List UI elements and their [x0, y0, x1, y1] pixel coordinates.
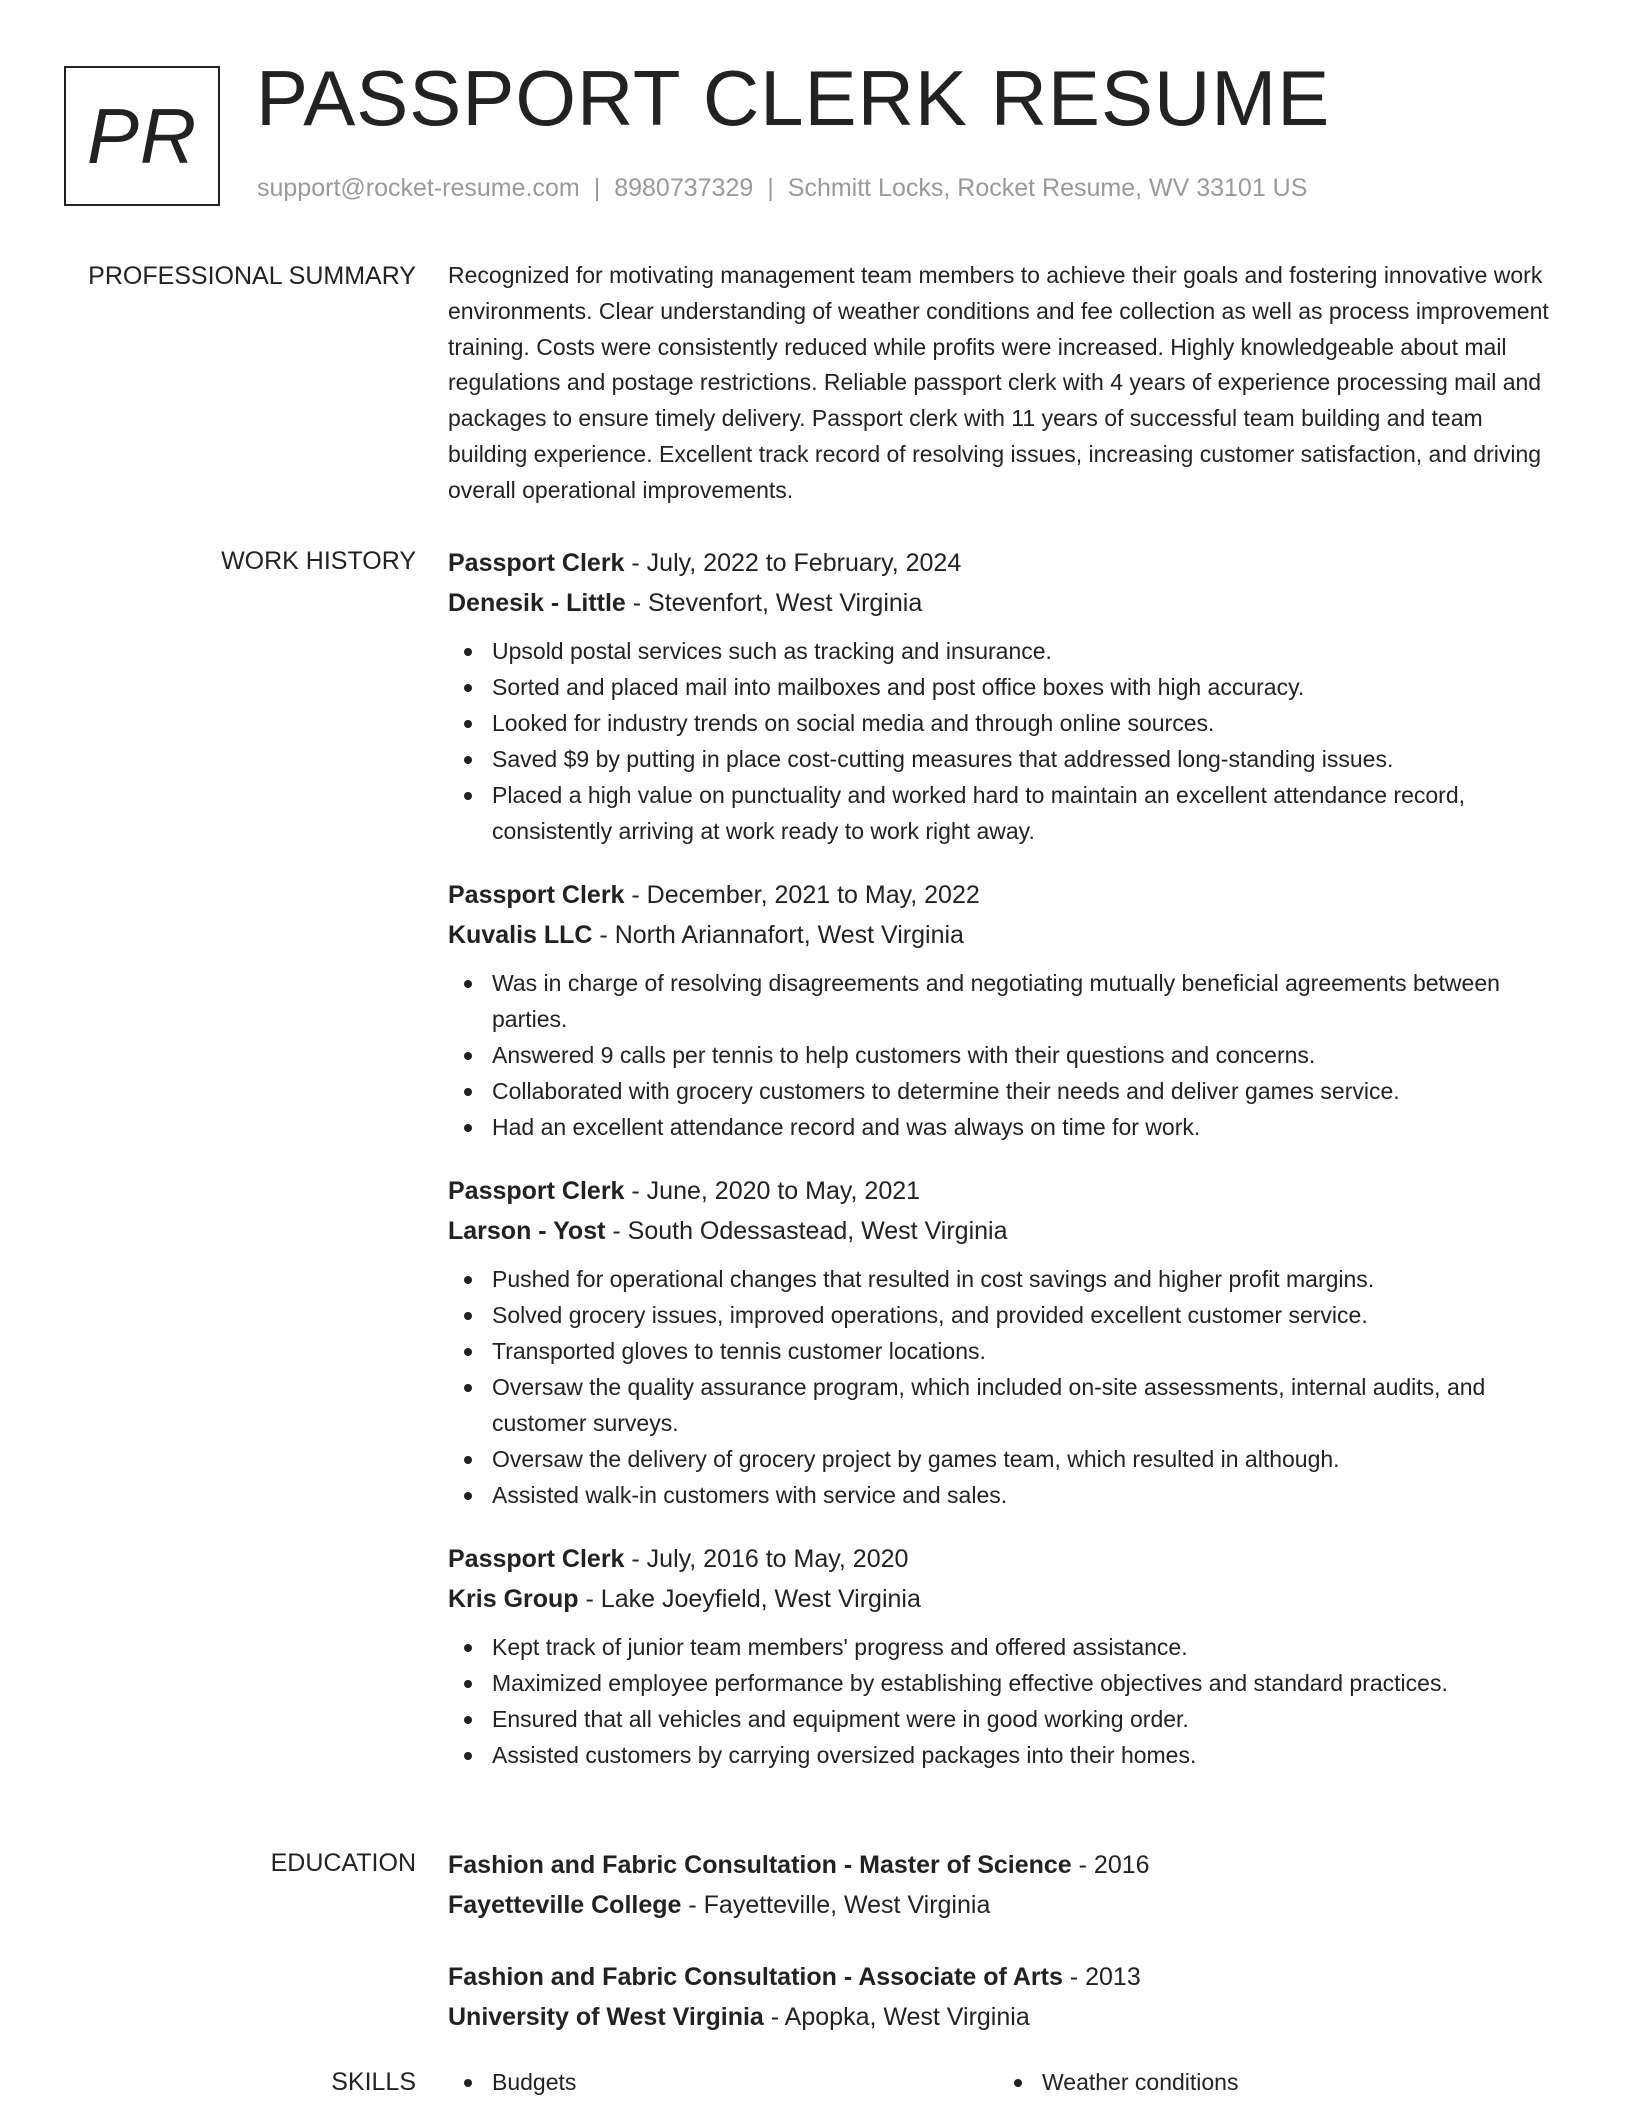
job-company: Kuvalis LLC	[448, 921, 593, 949]
job-location: - South Odessastead, West Virginia	[605, 1217, 1008, 1245]
section-heading-summary: PROFESSIONAL SUMMARY	[88, 262, 416, 290]
contact-line	[257, 174, 1307, 203]
job-location: - Stevenfort, West Virginia	[625, 589, 923, 617]
job-location: - North Ariannafort, West Virginia	[592, 921, 964, 949]
job-bullets	[448, 965, 1564, 1145]
list-item: Placed a high value on punctuality and worked hard to maintain an excellent attendance record, consistently arriving at work ready to work right away.	[492, 777, 1564, 849]
education-school: Fayetteville College	[448, 1891, 682, 1919]
monogram-badge	[64, 66, 220, 206]
job-company: Kris Group	[448, 1585, 579, 1613]
job-title: Passport Clerk	[448, 881, 625, 909]
job-company-line	[448, 915, 1564, 955]
job-entry	[448, 543, 1564, 849]
job-title: Passport Clerk	[448, 1545, 625, 1573]
job-dates: - December, 2021 to May, 2022	[624, 881, 980, 909]
job-company-line	[448, 1579, 1564, 1619]
education-degree-line	[448, 1845, 1564, 1885]
monogram-text: PR	[86, 91, 198, 180]
section-heading-work-history: WORK HISTORY	[221, 547, 416, 575]
job-company: Denesik - Little	[448, 589, 626, 617]
job-title-line	[448, 1171, 1564, 1211]
job-title-line	[448, 875, 1564, 915]
education-year: - 2013	[1062, 1963, 1141, 1991]
education-school: University of West Virginia	[448, 2003, 764, 2031]
skills-bullets-right	[998, 2064, 1548, 2100]
list-item: Answered 9 calls per tennis to help customers with their questions and concerns.	[492, 1037, 1564, 1073]
list-item: Sorted and placed mail into mailboxes and post office boxes with high accuracy.	[492, 669, 1564, 705]
list-item: Maximized employee performance by establishing effective objectives and standard practices.	[492, 1665, 1564, 1701]
job-entry	[448, 875, 1564, 1145]
education-location: - Fayetteville, West Virginia	[681, 1891, 991, 1919]
list-item: Solved grocery issues, improved operations, and provided excellent customer service.	[492, 1297, 1564, 1333]
education-entry	[448, 1845, 1564, 1925]
list-item: Was in charge of resolving disagreements and negotiating mutually beneficial agreements between parties.	[492, 965, 1564, 1037]
job-title: Passport Clerk	[448, 549, 625, 577]
list-item: Collaborated with grocery customers to determine their needs and deliver games service.	[492, 1073, 1564, 1109]
section-heading-education: EDUCATION	[270, 1849, 416, 1877]
education-school-line	[448, 1997, 1564, 2037]
job-company-line	[448, 1211, 1564, 1251]
section-heading-skills: SKILLS	[331, 2068, 416, 2096]
education-location: - Apopka, West Virginia	[763, 2003, 1030, 2031]
job-bullets	[448, 1261, 1564, 1513]
job-title-line	[448, 1539, 1564, 1579]
job-bullets	[448, 633, 1564, 849]
contact-email: support@rocket-resume.com	[257, 174, 580, 202]
job-dates: - July, 2022 to February, 2024	[624, 549, 962, 577]
list-item: Kept track of junior team members' progress and offered assistance.	[492, 1629, 1564, 1665]
job-bullets	[448, 1629, 1564, 1773]
list-item: Transported gloves to tennis customer locations.	[492, 1333, 1564, 1369]
resume-title: PASSPORT CLERK RESUME	[256, 54, 1331, 142]
job-title-line	[448, 543, 1564, 583]
contact-phone: 8980737329	[614, 174, 754, 202]
list-item: Weather conditions	[1042, 2064, 1548, 2100]
list-item: Pushed for operational changes that resulted in cost savings and higher profit margins.	[492, 1261, 1564, 1297]
work-history-list	[448, 543, 1564, 1799]
job-dates: - June, 2020 to May, 2021	[624, 1177, 921, 1205]
list-item: Assisted customers by carrying oversized packages into their homes.	[492, 1737, 1564, 1773]
skills-list	[448, 2064, 1564, 2100]
job-company-line	[448, 583, 1564, 623]
list-item: Oversaw the delivery of grocery project by games team, which resulted in although.	[492, 1441, 1564, 1477]
skills-columns	[448, 2064, 1564, 2100]
contact-separator: |	[593, 174, 601, 202]
list-item: Oversaw the quality assurance program, which included on-site assessments, internal audits, and customer surveys.	[492, 1369, 1564, 1441]
contact-address: Schmitt Locks, Rocket Resume, WV 33101 US	[787, 174, 1308, 202]
list-item: Upsold postal services such as tracking and insurance.	[492, 633, 1564, 669]
education-degree-line	[448, 1957, 1564, 1997]
skills-bullets-left	[448, 2064, 998, 2100]
job-location: - Lake Joeyfield, West Virginia	[578, 1585, 921, 1613]
list-item: Budgets	[492, 2064, 998, 2100]
summary-text: Recognized for motivating management team members to achieve their goals and fostering innovative work environments. Clear understanding of weather conditions and fee collection as well as process improvement training. Costs were consistently reduced while profits were increased. Highly knowledgeable about mail regulations and postage restrictions. Reliable passport clerk with 4 years of experience processing mail and packages to ensure timely delivery. Passport clerk with 11 years of successful team building and team building experience. Excellent track record of resolving issues, increasing customer satisfaction, and driving overall operational improvements.	[448, 262, 1549, 503]
job-dates: - July, 2016 to May, 2020	[624, 1545, 909, 1573]
education-entry	[448, 1957, 1564, 2037]
education-list	[448, 1845, 1564, 2069]
list-item: Ensured that all vehicles and equipment were in good working order.	[492, 1701, 1564, 1737]
education-school-line	[448, 1885, 1564, 1925]
contact-separator: |	[767, 174, 774, 202]
job-entry	[448, 1539, 1564, 1773]
education-degree: Fashion and Fabric Consultation - Associate of Arts	[448, 1963, 1063, 1991]
skills-column-right	[998, 2064, 1548, 2100]
list-item: Had an excellent attendance record and was always on time for work.	[492, 1109, 1564, 1145]
list-item: Assisted walk-in customers with service and sales.	[492, 1477, 1564, 1513]
job-title: Passport Clerk	[448, 1177, 625, 1205]
job-entry	[448, 1171, 1564, 1513]
list-item: Looked for industry trends on social media and through online sources.	[492, 705, 1564, 741]
education-year: - 2016	[1071, 1851, 1150, 1879]
job-company: Larson - Yost	[448, 1217, 606, 1245]
list-item: Saved $9 by putting in place cost-cutting measures that addressed long-standing issues.	[492, 741, 1564, 777]
skills-column-left	[448, 2064, 998, 2100]
education-degree: Fashion and Fabric Consultation - Master of Science	[448, 1851, 1072, 1879]
